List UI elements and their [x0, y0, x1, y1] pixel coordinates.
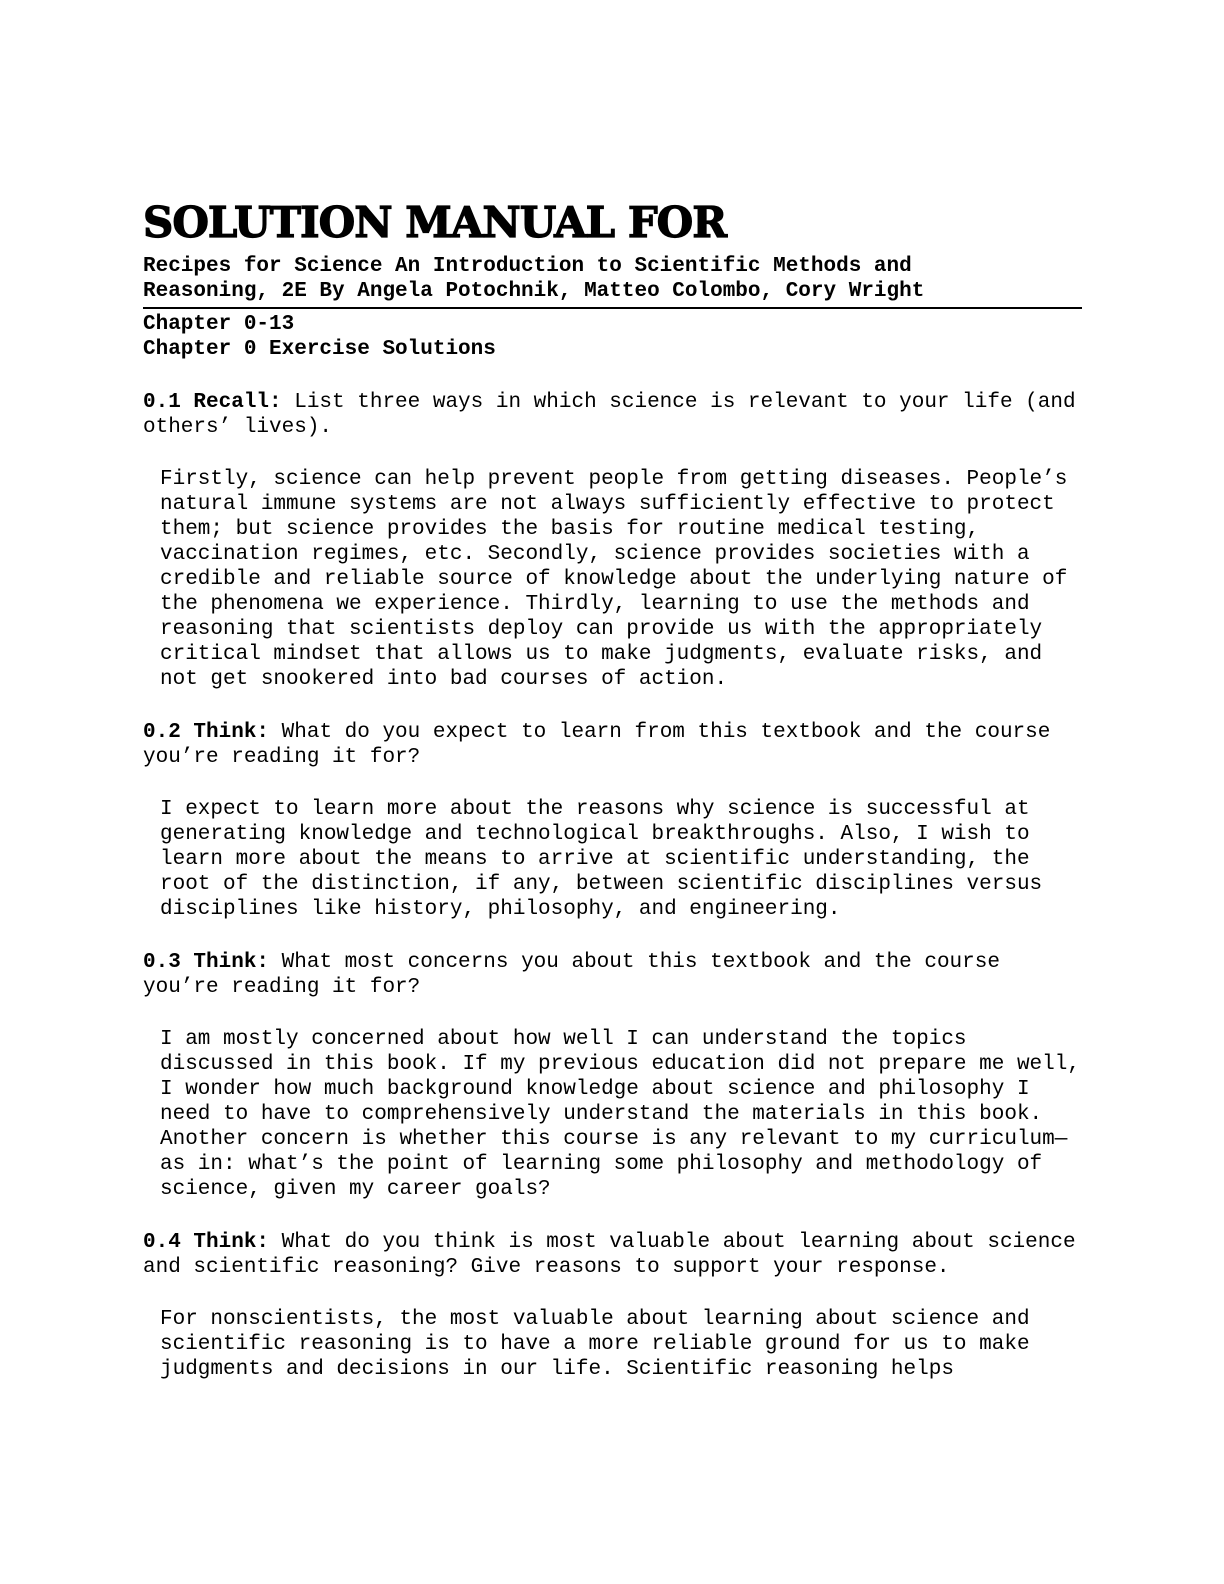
qa-question [143, 390, 1089, 440]
qa-answer: I am mostly concerned about how well I can understand the topics discussed in this book. If my previous education did not prepare me well, I wonder how much background knowledge about science and philosophy I need to have to comprehensively understand the materials in this book. Another concern is whether this course is any relevant to my curriculum—as in: what’s the point of learning some philosophy and methodology of science, given my career goals? [160, 1028, 1080, 1201]
qa-answer: I expect to learn more about the reasons why science is successful at generating knowledge and technological breakthroughs. Also, I wish to learn more about the means to arrive at scientific understanding, the root of the distinction, if any, between scientific disciplines versus disciplines like history, philosophy, and engineering. [160, 798, 1043, 921]
qa-question-text: What do you expect to learn from this textbook and the course you’re reading it for? [143, 721, 1063, 769]
chapter-title: Chapter 0 Exercise Solutions [143, 338, 496, 361]
page-title: SOLUTION MANUAL FOR [143, 198, 727, 247]
qa-answer: Firstly, science can help prevent people from getting diseases. People’s natural immune systems are not always sufficiently effective to protect them; but science provides the basis for routine medical testing, vaccination regimes, etc. Secondly, science provides societies with a credible and reliable source of knowledge about the underlying nature of the phenomena we experience. Thirdly, learning to use the methods and reasoning that scientists deploy can provide us with the appropriately critical mindset that allows us to make judgments, evaluate risks, and not get snookered into bad courses of action. [160, 468, 1068, 691]
qa-question-text: What most concerns you about this textbook and the course you’re reading it for? [143, 951, 1013, 999]
qa-block-0-4 [143, 1230, 1089, 1382]
qa-label: 0.3 Think: [143, 951, 270, 974]
chapter-range: Chapter 0-13 [143, 313, 295, 336]
qa-question [143, 950, 1082, 1000]
qa-question-text: What do you think is most valuable about learning about science and scientific reasoning? Give reasons to support your response. [143, 1231, 1089, 1279]
qa-block-0-2 [143, 720, 1082, 922]
qa-label: 0.1 Recall: [143, 391, 282, 414]
qa-answer: For nonscientists, the most valuable about learning about science and scientific reasoning is to have a more reliable ground for us to make judgments and decisions in our life. Scientific reasoning helps [160, 1308, 1030, 1381]
qa-block-0-1 [143, 390, 1089, 692]
qa-label: 0.2 Think: [143, 721, 270, 744]
qa-question [143, 720, 1082, 770]
document-subtitle [143, 254, 1082, 309]
qa-question [143, 1230, 1089, 1280]
qa-label: 0.4 Think: [143, 1231, 270, 1254]
subtitle-line-2: Reasoning, 2E By Angela Potochnik, Matteo Colombo, Cory Wright [143, 280, 925, 303]
qa-block-0-3 [143, 950, 1082, 1202]
subtitle-line-1: Recipes for Science An Introduction to Scientific Methods and [143, 255, 912, 278]
qa-question-text: List three ways in which science is relevant to your life (and others’ lives). [143, 391, 1089, 439]
